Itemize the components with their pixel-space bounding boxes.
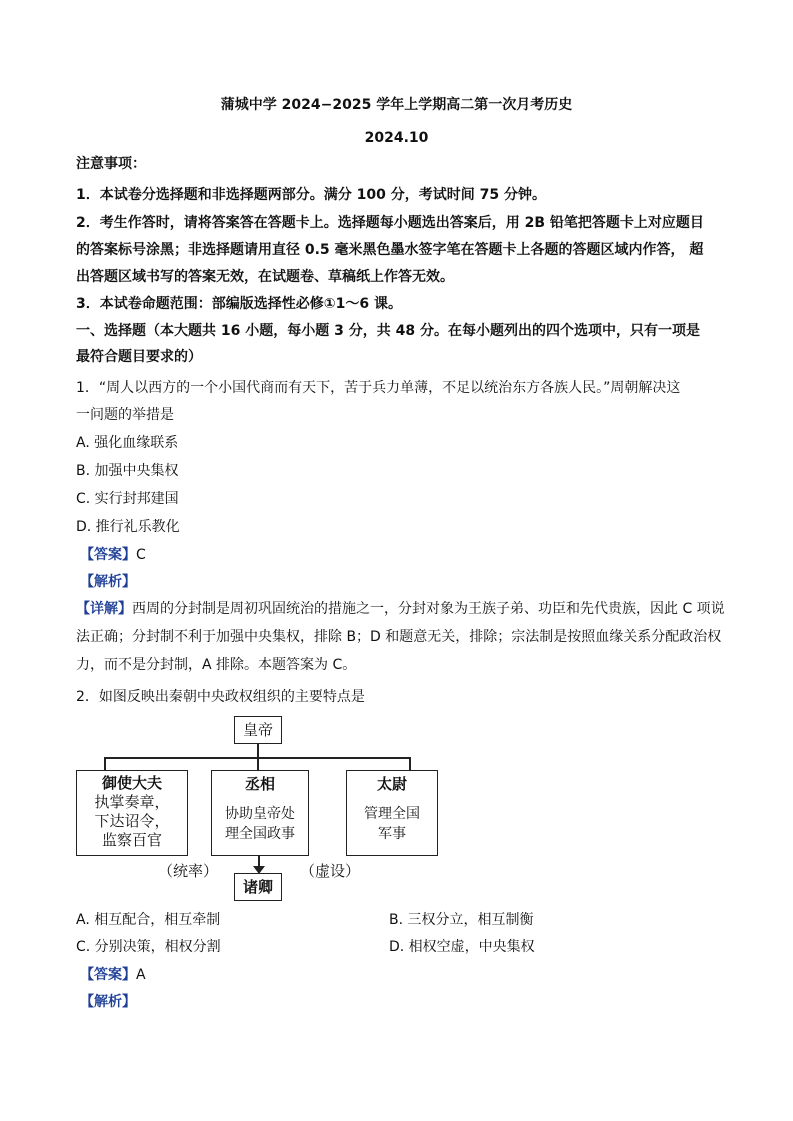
q2-answer <box>80 965 146 985</box>
censor-desc-line: 执掌奏章， <box>94 793 170 811</box>
connector-line <box>409 757 411 771</box>
detail-text: 西周的分封制是周初巩固统治的措施之一，分封对象为王族子弟、功臣和先代贵族，因此 C 项说 <box>132 601 725 617</box>
q1-option-c: C. 实行封邦建国 <box>76 491 179 507</box>
q1-option-b: B. 加强中央集权 <box>76 463 179 479</box>
q2-option-a: A. 相互配合，相互牵制 <box>76 912 221 928</box>
emperor-box <box>234 716 282 744</box>
q1-detail-line-1 <box>76 599 725 619</box>
answer-tag: 【答案】 <box>80 967 136 983</box>
connector-line <box>257 744 259 758</box>
connector-line <box>104 757 106 771</box>
q2-option-b: B. 三权分立，相互制衡 <box>389 912 534 928</box>
connector-line <box>257 757 259 771</box>
censor-box <box>76 770 188 856</box>
taiwei-desc-line: 管理全国 <box>364 806 420 822</box>
taiwei-desc-line: 军事 <box>378 826 406 842</box>
label-lead: （统率） <box>158 862 219 880</box>
answer-value: C <box>136 547 146 563</box>
taiwei-title: 太尉 <box>376 775 407 793</box>
notice-item-2-line-2: 的答案标号涂黑；非选择题请用直径 0.5 毫米黑色墨水签字笔在答题卡上各题的答题区域内作答， 超 <box>76 242 704 258</box>
chancellor-box <box>211 770 309 856</box>
notice-heading: 注意事项： <box>76 156 146 172</box>
censor-title: 御使大夫 <box>101 774 162 792</box>
section-heading-line-2: 最符合题目要求的） <box>76 349 202 365</box>
q1-option-a: A. 强化血缘联系 <box>76 435 179 451</box>
label-nominal: （虚设） <box>300 862 361 880</box>
q1-stem-line-2: 一问题的举措是 <box>76 407 174 423</box>
emperor-label: 皇帝 <box>242 721 273 739</box>
q2-stem: 2．如图反映出秦朝中央政权组织的主要特点是 <box>76 689 365 705</box>
censor-desc-line: 监察百官 <box>101 831 162 849</box>
ministers-label: 诸卿 <box>242 878 273 896</box>
q1-analysis-tag: 【解析】 <box>80 574 136 590</box>
notice-item-2-line-3: 出答题区域书写的答案无效，在试题卷、草稿纸上作答无效。 <box>76 269 454 285</box>
q2-analysis-tag: 【解析】 <box>80 994 136 1010</box>
censor-desc-line: 下达诏令， <box>94 812 170 830</box>
q1-detail-line-2: 法正确；分封制不利于加强中央集权，排除 B；D 和题意无关，排除；宗法制是按照血缘关系分配政治权 <box>76 629 722 645</box>
q1-stem-line-1: 1．“周人以西方的一个小国代商而有天下，苦于兵力单薄，不足以统治东方各族人民。”周朝解决这 <box>76 380 681 396</box>
exam-date: 2024.10 <box>364 130 429 146</box>
notice-item-2-line-1: 2．考生作答时，请将答案答在答题卡上。选择题每小题选出答案后，用 2B 铅笔把答题卡上对应题目 <box>76 215 704 231</box>
section-heading-line-1: 一、选择题（本大题共 16 小题，每小题 3 分，共 48 分。在每小题列出的四个选项中，只有一项是 <box>76 323 700 339</box>
chancellor-desc-line: 理全国政事 <box>225 826 295 842</box>
answer-value: A <box>136 967 146 983</box>
q2-option-c: C. 分别决策，相权分割 <box>76 939 221 955</box>
q1-option-d: D. 推行礼乐教化 <box>76 519 180 535</box>
exam-title: 蒲城中学 2024−2025 学年上学期高二第一次月考历史 <box>220 97 573 113</box>
taiwei-box <box>346 770 438 856</box>
answer-tag: 【答案】 <box>80 547 136 563</box>
chancellor-title: 丞相 <box>244 775 275 793</box>
chancellor-desc-line: 协助皇帝处 <box>225 806 295 822</box>
detail-tag: 【详解】 <box>76 601 132 617</box>
q1-detail-line-3: 力，而不是分封制，A 排除。本题答案为 C。 <box>76 657 357 673</box>
notice-item-3: 3．本试卷命题范围：部编版选择性必修①1～6 课。 <box>76 296 402 312</box>
ministers-box <box>234 873 282 901</box>
q1-answer <box>80 545 146 565</box>
notice-item-1: 1．本试卷分选择题和非选择题两部分。满分 100 分，考试时间 75 分钟。 <box>76 187 546 203</box>
q2-option-d: D. 相权空虚，中央集权 <box>389 939 535 955</box>
